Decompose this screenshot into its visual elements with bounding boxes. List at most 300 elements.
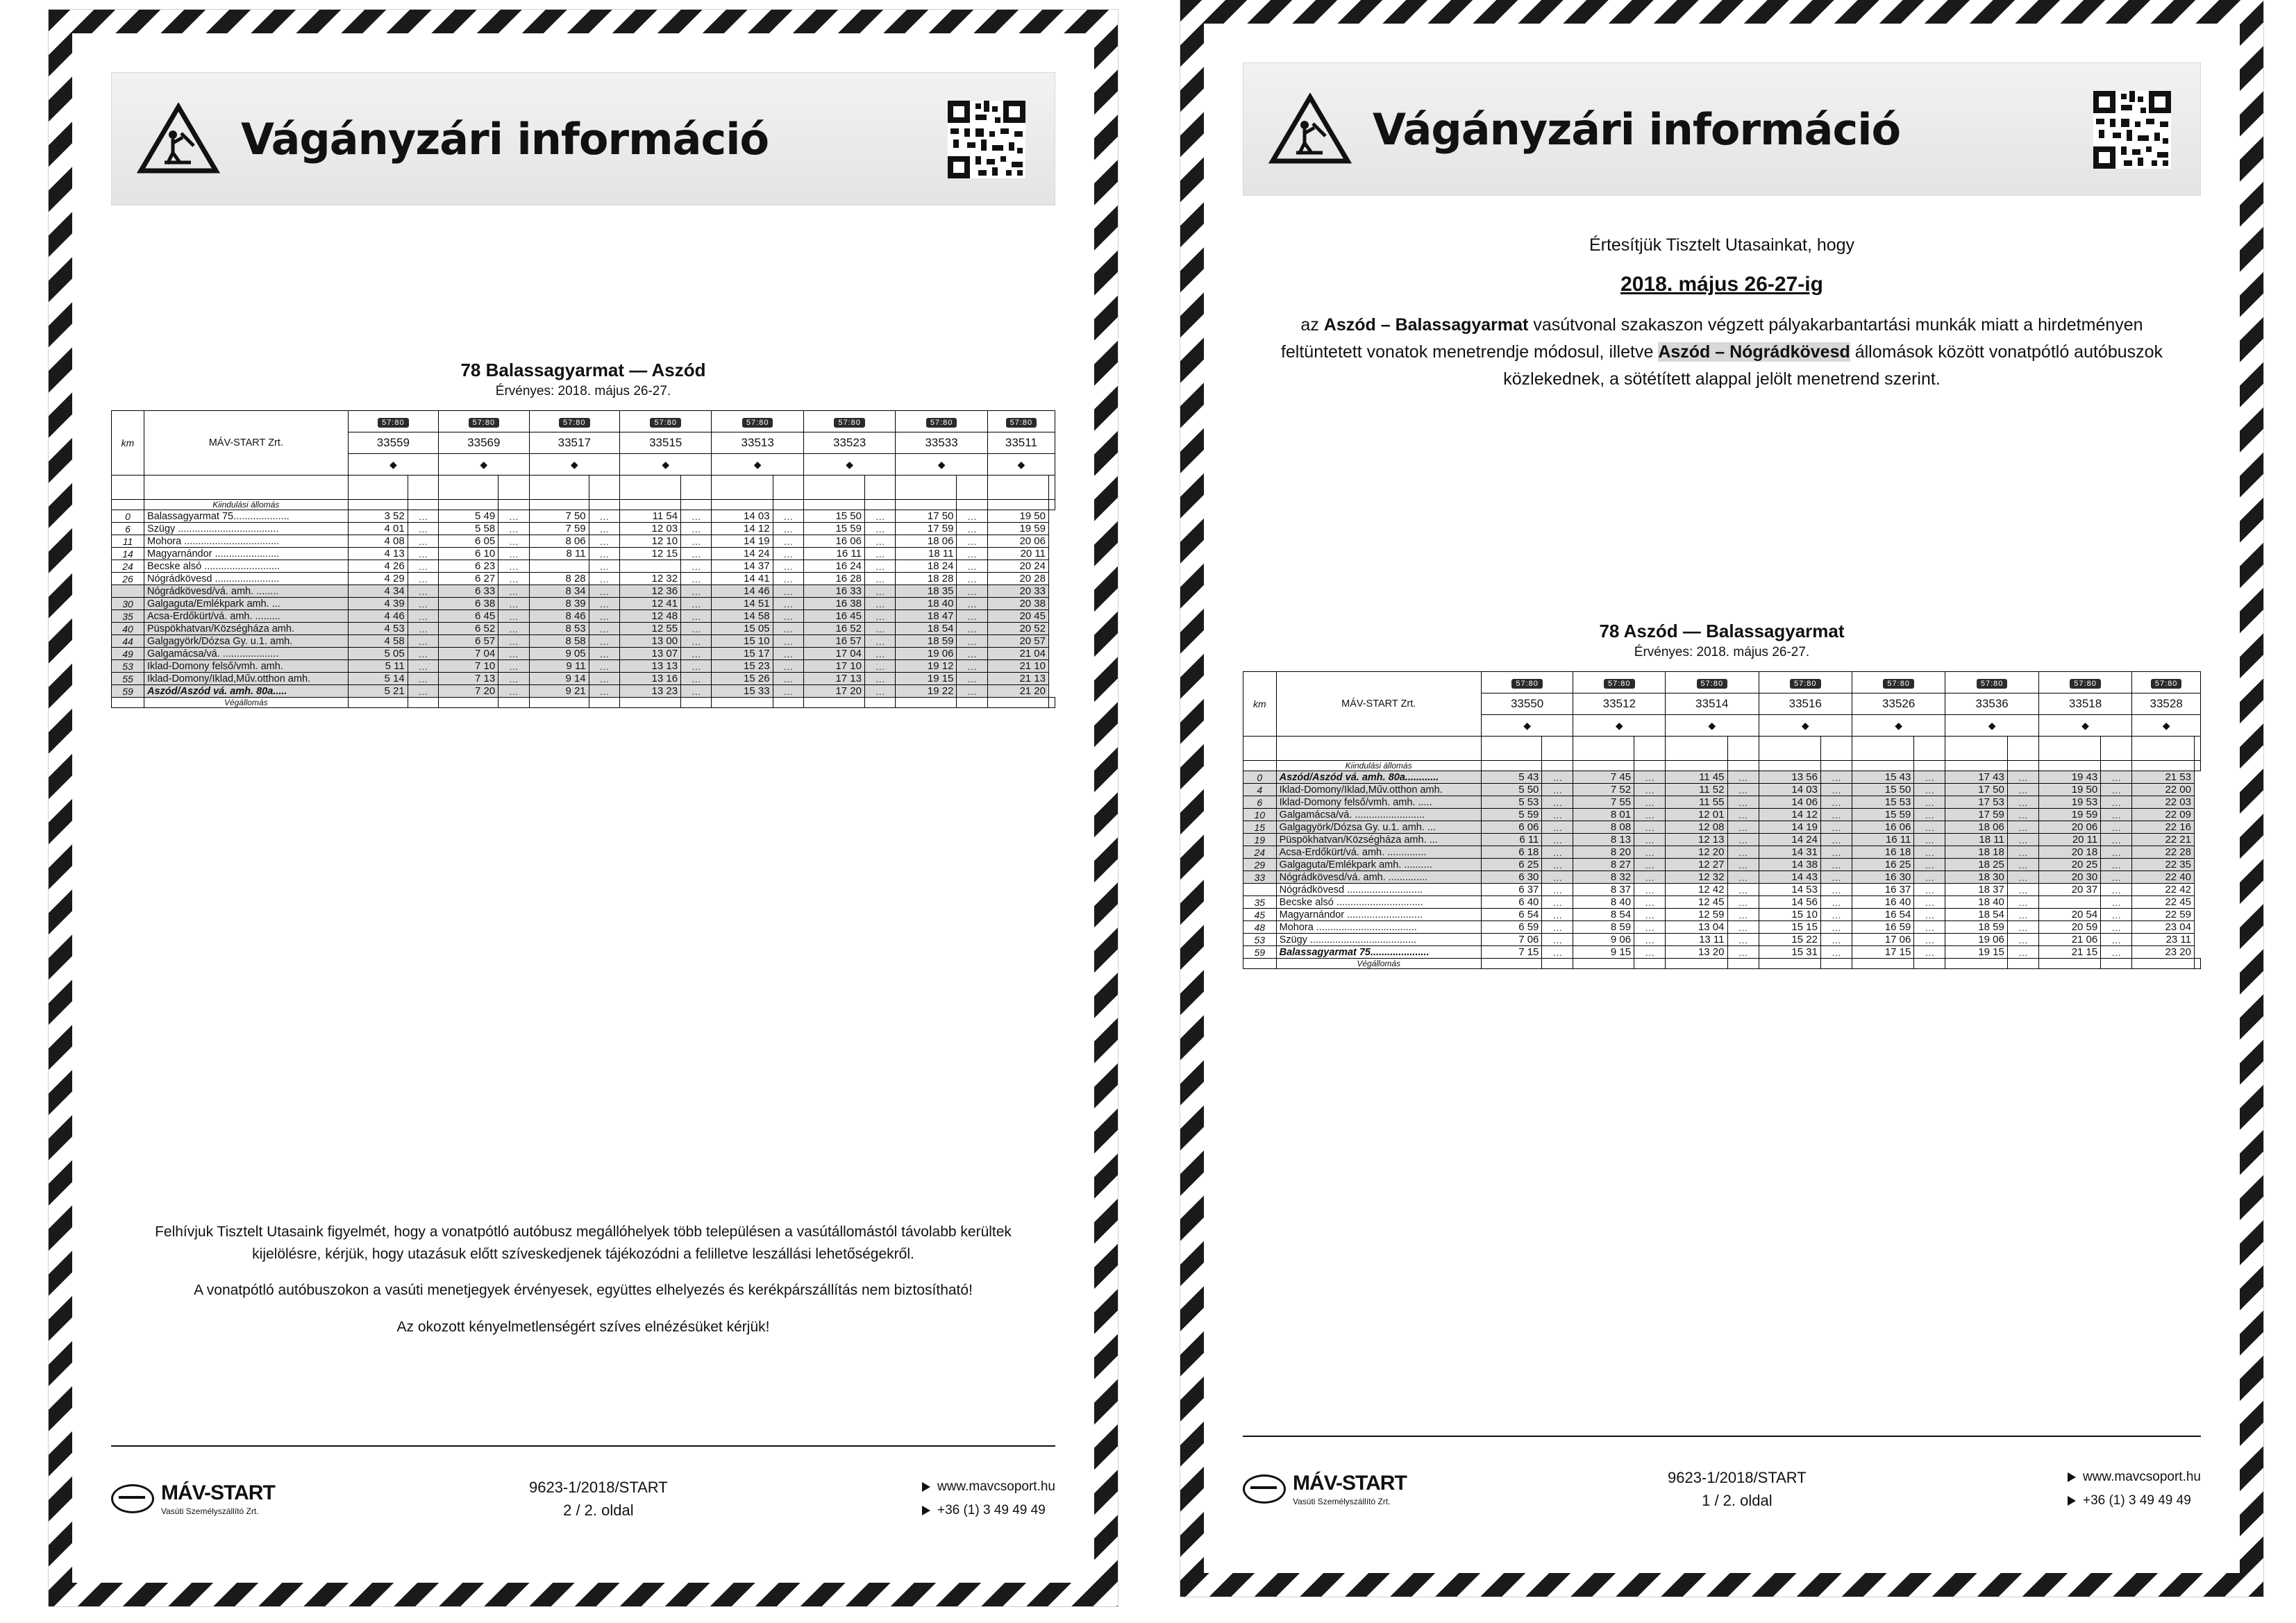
row-time: 19 06 [896, 648, 957, 660]
footer-left [111, 1445, 1055, 1544]
table-row [1243, 896, 2201, 909]
row-dots: … [408, 648, 438, 660]
row-time: 22 16 [2132, 821, 2195, 834]
row-dots: … [1727, 784, 1759, 796]
arrow-icon [2068, 1472, 2076, 1482]
row-time: 14 03 [1759, 784, 1820, 796]
row-station: Acsa-Erdőkürt/vá. amh. ......... [144, 610, 348, 623]
row-dots: … [1727, 821, 1759, 834]
row-time: 4 26 [348, 560, 408, 573]
row-time: 4 58 [348, 635, 408, 648]
row-dots: … [1727, 934, 1759, 946]
row-dots: … [1727, 859, 1759, 871]
row-time: 16 24 [803, 560, 864, 573]
train-number: 33518 [2038, 693, 2131, 715]
row-km: 0 [1243, 771, 1277, 784]
row-station: Galgagyörk/Dózsa Gy. u.1. amh. ... [1276, 821, 1481, 834]
row-time: 5 59 [1481, 809, 1542, 821]
spacer-row [112, 476, 1055, 500]
phone-number: +36 (1) 3 49 49 49 [937, 1503, 1046, 1517]
row-dots: … [957, 523, 987, 535]
row-dots: … [1542, 896, 1573, 909]
row-dots: … [1542, 946, 1573, 959]
row-time: 8 37 [1573, 884, 1634, 896]
table-row [112, 598, 1055, 610]
row-dots: … [865, 510, 896, 523]
row-time: 15 43 [1852, 771, 1913, 784]
row-dots: … [957, 610, 987, 623]
row-time: 8 06 [529, 535, 589, 548]
mav-emblem-icon [111, 1484, 154, 1513]
train-badge: 57:80 [439, 411, 529, 432]
row-km: 24 [112, 560, 144, 573]
table-row [112, 510, 1055, 523]
row-time: 4 46 [348, 610, 408, 623]
row-time: 18 25 [1945, 859, 2007, 871]
row-km: 26 [112, 573, 144, 585]
row-dots: … [498, 610, 529, 623]
row-dots: … [408, 685, 438, 698]
website-link[interactable]: www.mavcsoport.hu [2082, 1469, 2201, 1484]
row-dots: … [1727, 771, 1759, 784]
footer-contact [922, 1475, 1055, 1522]
row-dots: … [1542, 809, 1573, 821]
row-dots: … [1820, 859, 1852, 871]
row-time: 15 59 [1852, 809, 1913, 821]
row-time: 20 45 [987, 610, 1048, 623]
row-km: 45 [1243, 909, 1277, 921]
row-dots: … [865, 685, 896, 698]
row-time: 19 50 [2038, 784, 2100, 796]
train-number: 33523 [803, 432, 895, 454]
note-paragraph-1: Felhívjuk Tisztelt Utasaink figyelmét, hogy a vonatpótló autóbusz megállóhelyek több településen a vasútállomástól távolabb kerültek kijelölésre, kérjük, hogy utazásuk előtt szíveskedjenek tájékozódni a felilletve leszállási lehetőségekről. [155, 1224, 1012, 1262]
row-time: 8 11 [529, 548, 589, 560]
train-badge: 57:80 [348, 411, 438, 432]
row-time: 5 43 [1481, 771, 1542, 784]
row-station: Balassagyarmat 75.................... [144, 510, 348, 523]
train-number: 33516 [1759, 693, 1852, 715]
row-dots: … [2007, 909, 2038, 921]
doc-id: 9623-1/2018/START [528, 1479, 668, 1496]
train-badge: 57:80 [712, 411, 803, 432]
row-dots: … [1820, 821, 1852, 834]
row-time: 15 17 [712, 648, 773, 660]
row-km [1243, 884, 1277, 896]
mav-start-logo [111, 1481, 275, 1516]
row-dots: … [1634, 821, 1666, 834]
row-dots: … [1634, 846, 1666, 859]
arrow-icon [922, 1482, 930, 1492]
row-station: Magyarnándor ....................... [144, 548, 348, 560]
row-time: 11 54 [620, 510, 681, 523]
row-dots: … [1634, 771, 1666, 784]
row-time: 16 06 [803, 535, 864, 548]
train-symbol-icon: ◆ [1945, 715, 2038, 737]
row-dots: … [1820, 771, 1852, 784]
train-symbol-icon: ◆ [1852, 715, 1945, 737]
row-time: 19 06 [1945, 934, 2007, 946]
row-time: 5 14 [348, 673, 408, 685]
row-dots: … [1914, 934, 1945, 946]
row-dots: … [498, 648, 529, 660]
row-time: 17 59 [896, 523, 957, 535]
row-time: 16 57 [803, 635, 864, 648]
row-dots: … [1634, 871, 1666, 884]
row-km: 24 [1243, 846, 1277, 859]
row-dots: … [1820, 809, 1852, 821]
row-station: Galgaguta/Emlékpark amh. .......... [1276, 859, 1481, 871]
notice-body-a: az [1300, 315, 1324, 335]
row-dots: … [773, 660, 803, 673]
row-dots: … [865, 535, 896, 548]
row-time: 7 15 [1481, 946, 1542, 959]
row-time: 19 50 [987, 510, 1048, 523]
table-row [112, 685, 1055, 698]
timetable-block-right [1243, 621, 2201, 969]
row-time: 14 03 [712, 510, 773, 523]
row-station: Mohora .................................. [144, 535, 348, 548]
row-dots: … [1634, 809, 1666, 821]
row-time: 19 59 [987, 523, 1048, 535]
row-time: 7 06 [1481, 934, 1542, 946]
row-time: 22 42 [2132, 884, 2195, 896]
row-time: 7 04 [439, 648, 498, 660]
row-time: 22 09 [2132, 809, 2195, 821]
row-time: 14 37 [712, 560, 773, 573]
row-dots: … [408, 635, 438, 648]
row-dots: … [1914, 796, 1945, 809]
website-link[interactable]: www.mavcsoport.hu [937, 1479, 1055, 1494]
row-time: 20 11 [987, 548, 1048, 560]
row-km: 49 [112, 648, 144, 660]
row-dots: … [865, 585, 896, 598]
row-station: Nógrádkövesd ........................... [1276, 884, 1481, 896]
row-time: 6 37 [1481, 884, 1542, 896]
table-row [1243, 771, 2201, 784]
row-time: 12 27 [1666, 859, 1727, 871]
row-dots: … [773, 585, 803, 598]
footer-right [1243, 1436, 2201, 1534]
row-dots: … [408, 585, 438, 598]
row-time: 7 20 [439, 685, 498, 698]
row-time: 16 54 [1852, 909, 1913, 921]
row-time: 7 50 [529, 510, 589, 523]
train-number: 33550 [1481, 693, 1573, 715]
table-row [112, 535, 1055, 548]
row-time: 12 32 [1666, 871, 1727, 884]
row-dots: … [957, 548, 987, 560]
row-time: 6 06 [1481, 821, 1542, 834]
row-dots: … [498, 573, 529, 585]
row-time: 15 31 [1759, 946, 1820, 959]
train-symbol-icon: ◆ [1573, 715, 1666, 737]
table-row [1243, 834, 2201, 846]
row-time: 4 13 [348, 548, 408, 560]
row-dots: … [773, 523, 803, 535]
row-dots: … [773, 685, 803, 698]
row-dots: … [1727, 871, 1759, 884]
row-dots: … [408, 610, 438, 623]
row-time: 17 13 [803, 673, 864, 685]
worker-warning-triangle-icon [137, 103, 220, 175]
row-time: 6 54 [1481, 909, 1542, 921]
train-symbol-icon: ◆ [1759, 715, 1852, 737]
page-number: 1 / 2. oldal [1702, 1492, 1773, 1509]
row-km: 55 [112, 673, 144, 685]
row-time: 16 25 [1852, 859, 1913, 871]
row-station: Balassagyarmat 75..................... [1276, 946, 1481, 959]
train-symbol-icon: ◆ [529, 454, 619, 476]
train-badge: 57:80 [1759, 672, 1852, 693]
row-station: Galgamácsa/vá. ......................... [1276, 809, 1481, 821]
row-dots: … [1820, 884, 1852, 896]
row-dots: … [865, 573, 896, 585]
notice-date: 2018. május 26-27-ig [1620, 272, 1823, 296]
row-time: 7 59 [529, 523, 589, 535]
table-row [1243, 784, 2201, 796]
table-row [1243, 884, 2201, 896]
row-dots: … [1820, 934, 1852, 946]
row-time: 16 52 [803, 623, 864, 635]
row-dots: … [2007, 896, 2038, 909]
row-dots: … [773, 648, 803, 660]
train-number: 33512 [1573, 693, 1666, 715]
train-number: 33533 [896, 432, 987, 454]
table-row [112, 573, 1055, 585]
row-time: 18 06 [896, 535, 957, 548]
train-number: 33536 [1945, 693, 2038, 715]
row-time: 8 28 [529, 573, 589, 585]
start-label-row [112, 500, 1055, 510]
row-dots: … [408, 660, 438, 673]
row-dots: … [1820, 946, 1852, 959]
row-dots: … [1914, 946, 1945, 959]
row-time: 5 50 [1481, 784, 1542, 796]
row-dots: … [498, 535, 529, 548]
row-time: 14 51 [712, 598, 773, 610]
row-dots: … [681, 510, 712, 523]
row-dots: … [1542, 859, 1573, 871]
row-dots: … [498, 635, 529, 648]
row-station: Aszód/Aszód vá. amh. 80a............ [1276, 771, 1481, 784]
row-time: 15 50 [803, 510, 864, 523]
row-dots: … [1914, 784, 1945, 796]
row-time: 21 20 [987, 685, 1048, 698]
row-time: 15 53 [1852, 796, 1913, 809]
row-dots: … [408, 523, 438, 535]
row-time: 18 59 [1945, 921, 2007, 934]
row-km: 59 [1243, 946, 1277, 959]
phone-number: +36 (1) 3 49 49 49 [2082, 1493, 2191, 1508]
row-dots: … [2007, 771, 2038, 784]
row-time: 16 28 [803, 573, 864, 585]
row-dots: … [1914, 909, 1945, 921]
timetable-right-wrap [1243, 671, 2201, 969]
row-time: 18 59 [896, 635, 957, 648]
page-number: 2 / 2. oldal [563, 1502, 634, 1519]
table-row [1243, 846, 2201, 859]
row-time: 13 56 [1759, 771, 1820, 784]
row-dots: … [1727, 834, 1759, 846]
row-time: 8 59 [1573, 921, 1634, 934]
timetable-left-wrap [111, 410, 1055, 708]
row-time: 8 54 [1573, 909, 1634, 921]
row-dots: … [1634, 921, 1666, 934]
row-time: 16 18 [1852, 846, 1913, 859]
row-time: 14 24 [1759, 834, 1820, 846]
row-time: 16 38 [803, 598, 864, 610]
row-time: 4 39 [348, 598, 408, 610]
row-time: 21 04 [987, 648, 1048, 660]
table-row [112, 548, 1055, 560]
row-time: 14 53 [1759, 884, 1820, 896]
row-time: 16 33 [803, 585, 864, 598]
row-time: 20 57 [987, 635, 1048, 648]
row-dots: … [1914, 859, 1945, 871]
train-symbol-icon: ◆ [803, 454, 895, 476]
row-dots: … [1542, 834, 1573, 846]
row-time: 14 19 [1759, 821, 1820, 834]
row-time: 6 57 [439, 635, 498, 648]
row-dots: … [773, 635, 803, 648]
start-label: Kiindulási állomás [1276, 761, 1481, 771]
row-time: 22 03 [2132, 796, 2195, 809]
row-dots: … [589, 685, 619, 698]
row-dots: … [773, 535, 803, 548]
row-time: 4 34 [348, 585, 408, 598]
table-row [112, 635, 1055, 648]
row-time: 4 29 [348, 573, 408, 585]
row-dots: … [2101, 921, 2132, 934]
row-time: 12 41 [620, 598, 681, 610]
row-time: 16 11 [1852, 834, 1913, 846]
train-symbol-icon: ◆ [439, 454, 529, 476]
train-number: 33528 [2132, 693, 2201, 715]
train-symbol-icon: ◆ [2132, 715, 2201, 737]
row-time: 6 59 [1481, 921, 1542, 934]
row-time: 7 45 [1573, 771, 1634, 784]
row-dots: … [1914, 921, 1945, 934]
row-time: 12 20 [1666, 846, 1727, 859]
col-header-km: km [112, 411, 144, 476]
row-time: 23 04 [2132, 921, 2195, 934]
train-number: 33517 [529, 432, 619, 454]
row-time: 20 37 [2038, 884, 2100, 896]
row-dots: … [681, 673, 712, 685]
row-dots: … [773, 623, 803, 635]
train-symbol-icon: ◆ [712, 454, 803, 476]
train-symbol-icon: ◆ [896, 454, 987, 476]
logo-main-text: MÁV-START [161, 1481, 275, 1504]
row-time: 11 55 [1666, 796, 1727, 809]
row-station: Püspökhatvan/Községháza amh. ... [1276, 834, 1481, 846]
row-dots: … [1634, 784, 1666, 796]
qr-code-icon [2093, 91, 2171, 169]
row-dots: … [1914, 884, 1945, 896]
row-time: 18 11 [1945, 834, 2007, 846]
row-dots: … [681, 660, 712, 673]
spacer-row [1243, 737, 2201, 761]
row-km: 30 [112, 598, 144, 610]
row-time: 7 13 [439, 673, 498, 685]
row-km: 33 [1243, 871, 1277, 884]
row-time: 8 20 [1573, 846, 1634, 859]
row-dots: … [773, 673, 803, 685]
notes-left [149, 1206, 1018, 1352]
header-band-right [1243, 62, 2201, 196]
row-time: 9 11 [529, 660, 589, 673]
row-dots: … [957, 535, 987, 548]
row-time: 6 45 [439, 610, 498, 623]
row-dots: … [408, 573, 438, 585]
row-time: 9 21 [529, 685, 589, 698]
row-dots: … [773, 573, 803, 585]
row-time: 4 08 [348, 535, 408, 548]
row-time: 5 11 [348, 660, 408, 673]
row-time: 17 06 [1852, 934, 1913, 946]
col-header-operator: MÁV-START Zrt. [144, 411, 348, 476]
row-time: 20 18 [2038, 846, 2100, 859]
row-time: 5 49 [439, 510, 498, 523]
row-dots: … [1542, 934, 1573, 946]
row-time: 14 31 [1759, 846, 1820, 859]
row-time: 6 40 [1481, 896, 1542, 909]
doc-id: 9623-1/2018/START [1667, 1469, 1807, 1486]
row-dots: … [957, 573, 987, 585]
table-row [1243, 871, 2201, 884]
row-dots: … [1634, 896, 1666, 909]
row-time: 8 08 [1573, 821, 1634, 834]
row-time: 5 53 [1481, 796, 1542, 809]
row-km: 11 [112, 535, 144, 548]
row-dots: … [1542, 771, 1573, 784]
row-dots: … [773, 610, 803, 623]
row-station: Püspökhatvan/Községháza amh. [144, 623, 348, 635]
train-number: 33515 [620, 432, 712, 454]
row-km: 6 [112, 523, 144, 535]
row-dots: … [957, 660, 987, 673]
row-dots: … [865, 648, 896, 660]
row-dots: … [957, 560, 987, 573]
row-time: 18 37 [1945, 884, 2007, 896]
row-time: 13 13 [620, 660, 681, 673]
row-km: 48 [1243, 921, 1277, 934]
row-dots: … [589, 560, 619, 573]
row-dots: … [2101, 846, 2132, 859]
train-symbol-icon: ◆ [348, 454, 438, 476]
row-dots: … [1727, 896, 1759, 909]
start-label-row [1243, 761, 2201, 771]
badge-row [112, 411, 1055, 432]
row-time: 17 59 [1945, 809, 2007, 821]
row-time: 18 40 [896, 598, 957, 610]
timetable-right [1243, 671, 2201, 969]
logo-main-text: MÁV-START [1293, 1472, 1407, 1495]
row-dots: … [1542, 909, 1573, 921]
page-left [49, 10, 1118, 1606]
row-time: 14 12 [712, 523, 773, 535]
row-km: 10 [1243, 809, 1277, 821]
train-badge: 57:80 [1573, 672, 1666, 693]
train-badge: 57:80 [620, 411, 712, 432]
row-dots: … [773, 548, 803, 560]
row-dots: … [408, 548, 438, 560]
row-dots: … [865, 673, 896, 685]
row-dots: … [1820, 846, 1852, 859]
row-dots: … [865, 523, 896, 535]
row-time: 22 40 [2132, 871, 2195, 884]
row-time: 12 48 [620, 610, 681, 623]
